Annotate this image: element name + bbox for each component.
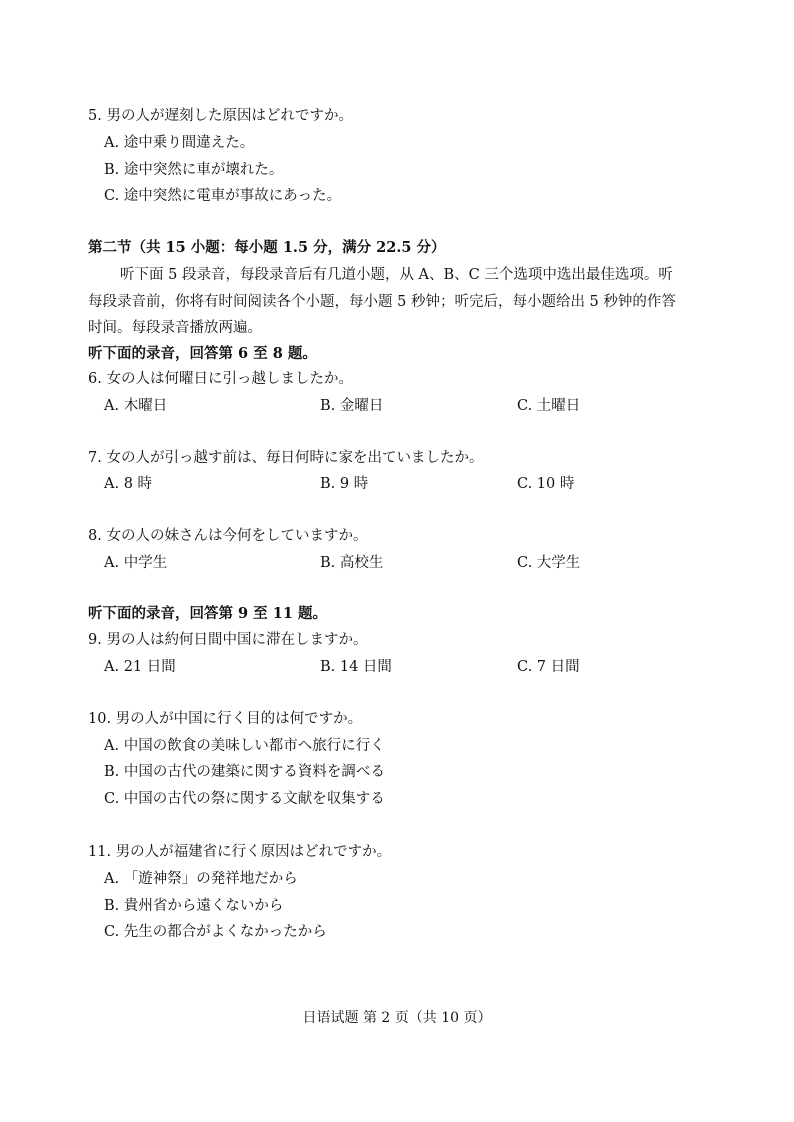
question-8: 8. 女の人の妹さんは今何をしていますか。 — [88, 528, 368, 544]
question-5: 5. 男の人が遅刻した原因はどれですか。 — [88, 108, 353, 124]
instructions-line-2: 每段录音前，你将有时间阅读各个小题，每小题 5 秒钟；听完后，每小题给出 5 秒钟的作答 — [88, 294, 676, 310]
q6-option-b: B. 金曜日 — [320, 398, 384, 414]
q7-option-a: A. 8 時 — [104, 476, 153, 492]
q7-options — [0, 474, 794, 494]
q9-options — [0, 657, 794, 677]
q9-option-a: A. 21 日間 — [104, 659, 176, 675]
question-7: 7. 女の人が引っ越す前は、毎日何時に家を出ていましたか。 — [88, 450, 484, 466]
q5-option-c: C. 途中突然に電車が事故にあった。 — [104, 188, 342, 204]
q5-option-b: B. 途中突然に車が壊れた。 — [104, 162, 284, 178]
q11-option-c: C. 先生の都合がよくなかったから — [104, 924, 327, 940]
q8-option-b: B. 高校生 — [320, 555, 384, 571]
group-heading-6-8: 听下面的录音，回答第 6 至 8 题。 — [88, 345, 317, 362]
q8-option-c: C. 大学生 — [517, 555, 581, 571]
q9-option-c: C. 7 日間 — [517, 659, 580, 675]
q11-option-a: A. 「遊神祭」の発祥地だから — [104, 871, 298, 887]
q6-option-a: A. 木曜日 — [104, 398, 168, 414]
q7-option-c: C. 10 時 — [517, 476, 575, 492]
q10-option-c: C. 中国の古代の祭に関する文献を収集する — [104, 791, 385, 807]
q9-option-b: B. 14 日間 — [320, 659, 392, 675]
question-6: 6. 女の人は何曜日に引っ越しましたか。 — [88, 371, 353, 387]
page-footer: 日语试题 第 2 页（共 10 页） — [302, 1010, 492, 1026]
question-10: 10. 男の人が中国に行く目的は何ですか。 — [88, 711, 363, 727]
q10-option-b: B. 中国の古代の建築に関する資料を調べる — [104, 764, 385, 780]
q8-options — [0, 553, 794, 573]
q8-option-a: A. 中学生 — [104, 555, 168, 571]
instructions-line-1: 听下面 5 段录音，每段录音后有几道小题，从 A、B、C 三个选项中选出最佳选项。听 — [120, 267, 673, 283]
section-title: 第二节（共 15 小题：每小题 1.5 分，满分 22.5 分） — [88, 239, 446, 256]
q11-option-b: B. 貴州省から遠くないから — [104, 898, 284, 914]
instructions-line-3: 时间。每段录音播放两遍。 — [88, 320, 262, 336]
group-heading-9-11: 听下面的录音，回答第 9 至 11 题。 — [88, 605, 327, 622]
question-9: 9. 男の人は約何日間中国に滞在しますか。 — [88, 632, 368, 648]
q10-option-a: A. 中国の飲食の美味しい都市へ旅行に行く — [104, 738, 385, 754]
question-11: 11. 男の人が福建省に行く原因はどれですか。 — [88, 844, 392, 860]
q7-option-b: B. 9 時 — [320, 476, 369, 492]
q5-option-a: A. 途中乗り間違えた。 — [104, 135, 255, 151]
q6-option-c: C. 土曜日 — [517, 398, 581, 414]
q6-options — [0, 396, 794, 416]
